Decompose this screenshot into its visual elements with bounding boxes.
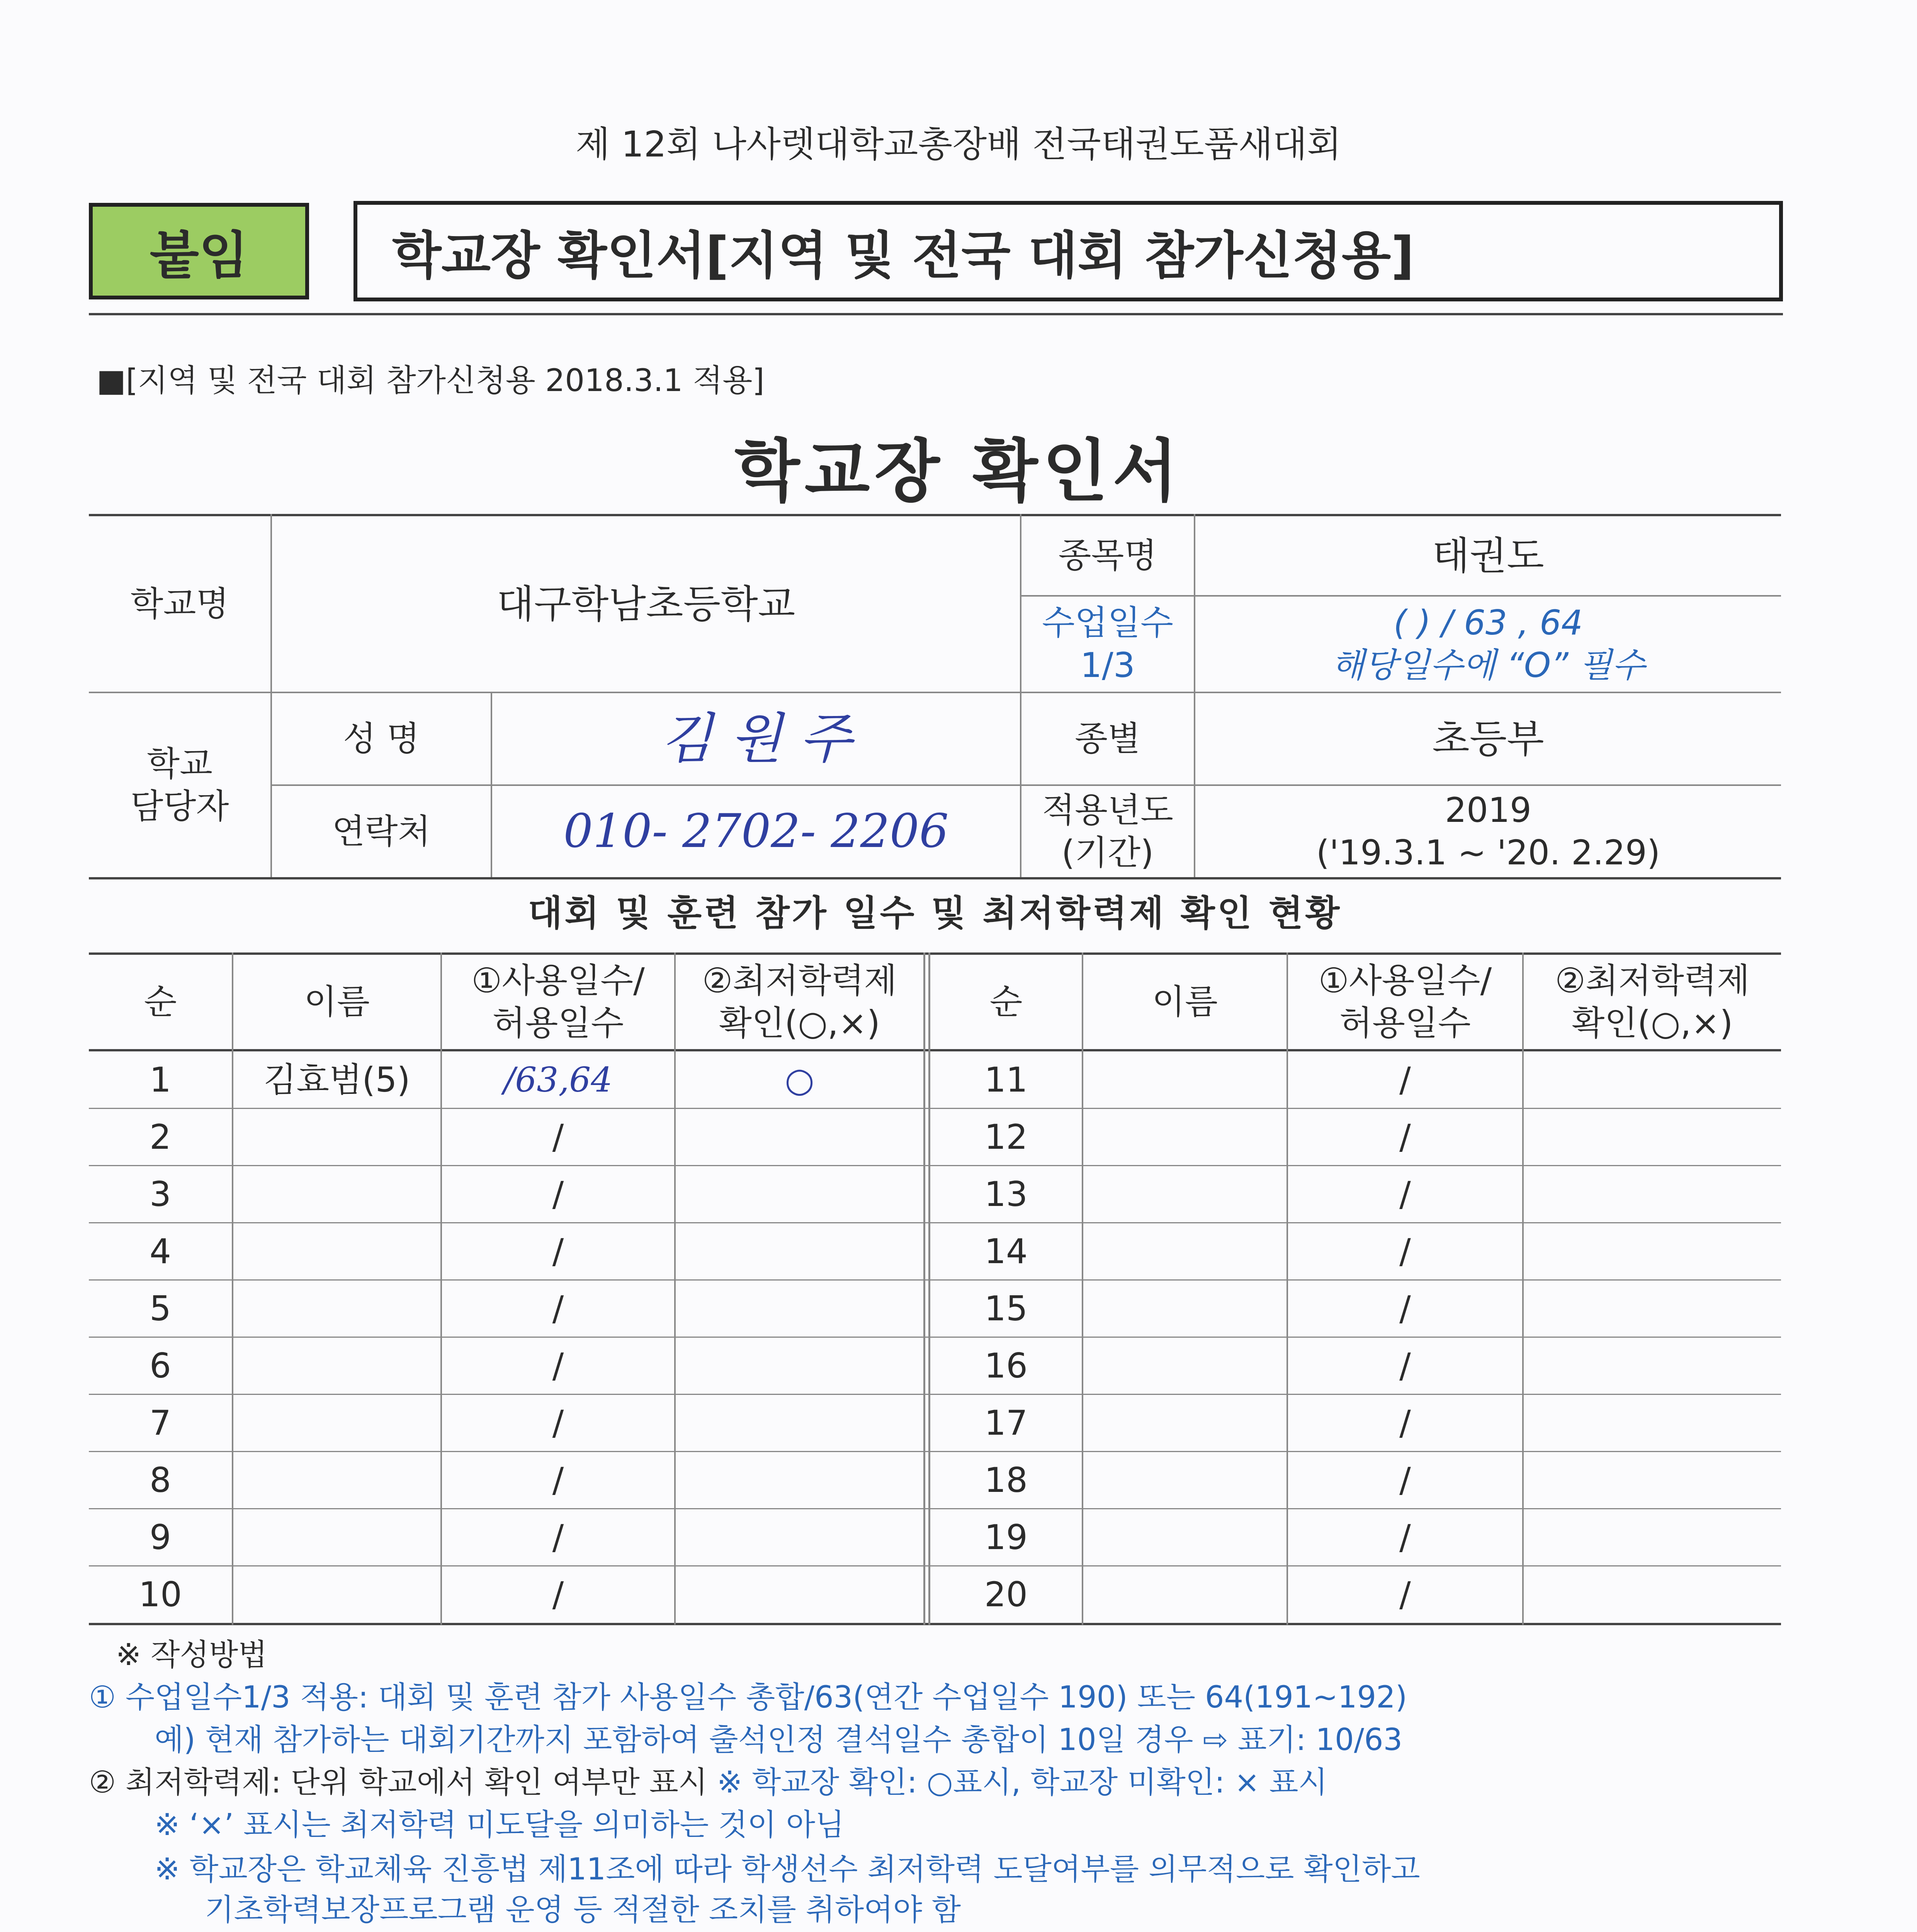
table-cell-no: 13 — [984, 1174, 1028, 1214]
table-cell-name — [233, 1109, 440, 1166]
note-1a: ① 수업일수1/3 적용: 대회 및 훈련 참가 사용일수 총합/63(연간 수업일수 190) 또는 64(191~192) — [89, 1680, 1407, 1715]
table-cell-no: 20 — [984, 1575, 1028, 1614]
note-3: ※ ‘×’ 표시는 최저학력 미도달을 의미하는 것이 아님 — [155, 1808, 845, 1842]
table-cell-check — [676, 1509, 923, 1566]
table-cell-no: 15 — [984, 1289, 1028, 1328]
table-cell-days: / — [1399, 1117, 1411, 1157]
table-cell-name — [1083, 1223, 1286, 1280]
table-cell-name — [233, 1166, 440, 1223]
header-check-left — [676, 955, 923, 1049]
year-value — [1195, 786, 1781, 877]
class-days-value — [1195, 597, 1781, 692]
table-cell-no: 6 — [150, 1346, 171, 1386]
class-days-label-line2: 1/3 — [1080, 645, 1135, 685]
year-label-line1: 적용년도 — [1042, 790, 1174, 830]
year-label — [1021, 786, 1194, 877]
header-check-right — [1524, 955, 1781, 1049]
table-cell-name — [233, 1280, 440, 1337]
note-4a: ※ 학교장은 학교체육 진흥법 제11조에 따라 학생선수 최저학력 도달여부를 의무적으로 확인하고 — [155, 1852, 1420, 1887]
table-cell-no: 11 — [984, 1060, 1028, 1100]
staff-name-value: 김 원 주 — [660, 707, 852, 770]
table-cell-name — [233, 1223, 440, 1280]
table-cell-name — [233, 1509, 440, 1566]
table-cell-no: 7 — [150, 1403, 171, 1443]
header-check-left-2: 확인(○,×) — [719, 1003, 880, 1043]
attach-badge: 붙임 — [89, 203, 309, 299]
section-title: 대회 및 훈련 참가 일수 및 최저학력제 확인 현황 — [528, 893, 1342, 934]
document-title: 학교장 확인서 — [734, 432, 1183, 511]
header-days-left-1: ①사용일수/ — [471, 961, 645, 1000]
table-cell-check — [1524, 1566, 1781, 1623]
table-cell-check — [1524, 1452, 1781, 1509]
header-divider — [89, 313, 1783, 315]
table-cell-name — [1083, 1566, 1286, 1623]
table-cell-check — [1524, 1166, 1781, 1223]
table-cell-days: / — [552, 1289, 564, 1328]
table-cell-days: / — [552, 1117, 564, 1157]
note-2-suffix: ※ 학교장 확인: ○표시, 학교장 미확인: × 표시 — [707, 1765, 1327, 1800]
class-days-label — [1021, 597, 1194, 692]
table-cell-check — [1524, 1395, 1781, 1452]
school-name-value: 대구학남초등학교 — [496, 581, 795, 627]
table-cell-check — [1524, 1223, 1781, 1280]
division-value: 초등부 — [1432, 716, 1544, 762]
competition-title: 제 12회 나사렛대학교총장배 전국태권도품새대회 — [575, 124, 1342, 165]
table-cell-name — [1083, 1452, 1286, 1509]
header-days-left — [442, 955, 674, 1049]
header-days-right — [1288, 955, 1522, 1049]
table-cell-no: 3 — [150, 1174, 171, 1214]
table-cell-days: / — [1399, 1231, 1411, 1271]
table-cell-check — [676, 1452, 923, 1509]
table-cell-name — [1083, 1280, 1286, 1337]
table-cell-no: 2 — [150, 1117, 171, 1157]
header-check-left-1: ②최저학력제 — [702, 961, 897, 1000]
table-cell-check — [1524, 1280, 1781, 1337]
table-cell-no: 10 — [139, 1575, 182, 1614]
table-cell-days: / — [552, 1346, 564, 1386]
header-no-left: 순 — [144, 982, 177, 1022]
table-cell-days: /63,64 — [503, 1060, 613, 1100]
table-cell-days: / — [1399, 1460, 1411, 1500]
table-cell-check — [676, 1109, 923, 1166]
table-cell-no: 5 — [150, 1289, 171, 1328]
staff-contact-label: 연락처 — [332, 811, 431, 851]
table-cell-no: 19 — [984, 1517, 1028, 1557]
header-days-right-2: 허용일수 — [1339, 1003, 1471, 1043]
notes-heading: ※ 작성방법 — [116, 1638, 267, 1672]
table-cell-check — [676, 1223, 923, 1280]
table-cell-name — [1083, 1395, 1286, 1452]
header-name-left: 이름 — [304, 982, 370, 1022]
table-cell-no: 16 — [984, 1346, 1028, 1386]
table-cell-name — [233, 1452, 440, 1509]
table-cell-name — [1083, 1509, 1286, 1566]
header-days-left-2: 허용일수 — [492, 1003, 624, 1043]
table-cell-days: / — [1399, 1575, 1411, 1614]
table-cell-no: 18 — [984, 1460, 1028, 1500]
year-label-line2: (기간) — [1061, 833, 1154, 872]
table-cell-check — [676, 1566, 923, 1623]
table-cell-days: / — [1399, 1517, 1411, 1557]
form-title: 학교장 확인서[지역 및 전국 대회 참가신청용] — [353, 201, 1783, 301]
table-cell-name — [1083, 1051, 1286, 1109]
applicable-note: ■[지역 및 전국 대회 참가신청용 2018.3.1 적용] — [97, 362, 765, 398]
table-cell-check — [676, 1395, 923, 1452]
table-cell-name — [233, 1566, 440, 1623]
event-label: 종목명 — [1058, 536, 1157, 575]
table-cell-check — [676, 1280, 923, 1337]
staff-label-line1: 학교 — [146, 744, 213, 784]
table-cell-name — [233, 1337, 440, 1395]
table-cell-no: 1 — [150, 1060, 171, 1100]
table-cell-no: 14 — [984, 1231, 1028, 1271]
table-cell-check — [1524, 1337, 1781, 1395]
table-cell-no: 12 — [984, 1117, 1028, 1157]
table-cell-name — [1083, 1337, 1286, 1395]
division-label: 종별 — [1074, 719, 1141, 759]
table-cell-days: / — [552, 1460, 564, 1500]
table-cell-days: / — [552, 1517, 564, 1557]
note-1b: 예) 현재 참가하는 대회기간까지 포함하여 출석인정 결석일수 총합이 10일 경우 ⇨ 표기: 10/63 — [155, 1723, 1403, 1757]
table-cell-check — [676, 1337, 923, 1395]
table-cell-check: ○ — [785, 1060, 814, 1100]
table-cell-no: 8 — [150, 1460, 171, 1500]
table-cell-days: / — [1399, 1289, 1411, 1328]
header-check-right-2: 확인(○,×) — [1572, 1003, 1733, 1043]
class-days-note: 해당일수에 “O” 필수 — [1331, 645, 1645, 685]
table-cell-no: 9 — [150, 1517, 171, 1557]
table-cell-check — [1524, 1509, 1781, 1566]
year-value-year: 2019 — [1445, 790, 1531, 830]
table-cell-check — [1524, 1051, 1781, 1109]
note-2-prefix: ② 최저학력제: 단위 학교에서 확인 여부만 표시 — [89, 1765, 708, 1800]
detail-1 — [124, 1928, 1148, 1932]
class-days-options: ( ) / 63 , 64 — [1393, 603, 1583, 643]
note-4b: 기초학력보장프로그램 운영 등 적절한 조치를 취하여야 함 — [205, 1893, 961, 1927]
table-cell-days: / — [552, 1403, 564, 1443]
table-cell-days: / — [1399, 1346, 1411, 1386]
staff-contact-value: 010- 2702- 2206 — [563, 804, 949, 858]
header-no-right: 순 — [989, 982, 1023, 1022]
staff-label-line2: 담당자 — [130, 786, 229, 826]
header-check-right-1: ②최저학력제 — [1555, 961, 1750, 1000]
table-cell-days: / — [552, 1174, 564, 1214]
staff-label — [89, 693, 270, 877]
note-2 — [89, 1758, 1327, 1801]
table-cell-days: / — [1399, 1174, 1411, 1214]
year-value-period: ('19.3.1 ~ '20. 2.29) — [1316, 833, 1660, 872]
table-cell-days: / — [552, 1575, 564, 1614]
table-cell-days: / — [1399, 1403, 1411, 1443]
class-days-label-line1: 수업일수 — [1042, 603, 1174, 643]
table-cell-days: / — [1399, 1060, 1411, 1100]
school-name-label: 학교명 — [130, 584, 229, 624]
table-cell-name — [1083, 1109, 1286, 1166]
event-value: 태권도 — [1432, 533, 1544, 578]
header-name-right: 이름 — [1152, 982, 1218, 1022]
staff-name-label: 성 명 — [343, 719, 420, 759]
table-cell-no: 17 — [984, 1403, 1028, 1443]
table-cell-name: 김효범(5) — [263, 1060, 410, 1100]
table-cell-check — [1524, 1109, 1781, 1166]
header-days-right-1: ①사용일수/ — [1318, 961, 1492, 1000]
table-cell-name — [1083, 1166, 1286, 1223]
table-cell-days: / — [552, 1231, 564, 1271]
table-cell-check — [676, 1166, 923, 1223]
table-cell-name — [233, 1395, 440, 1452]
table-cell-no: 4 — [150, 1231, 171, 1271]
